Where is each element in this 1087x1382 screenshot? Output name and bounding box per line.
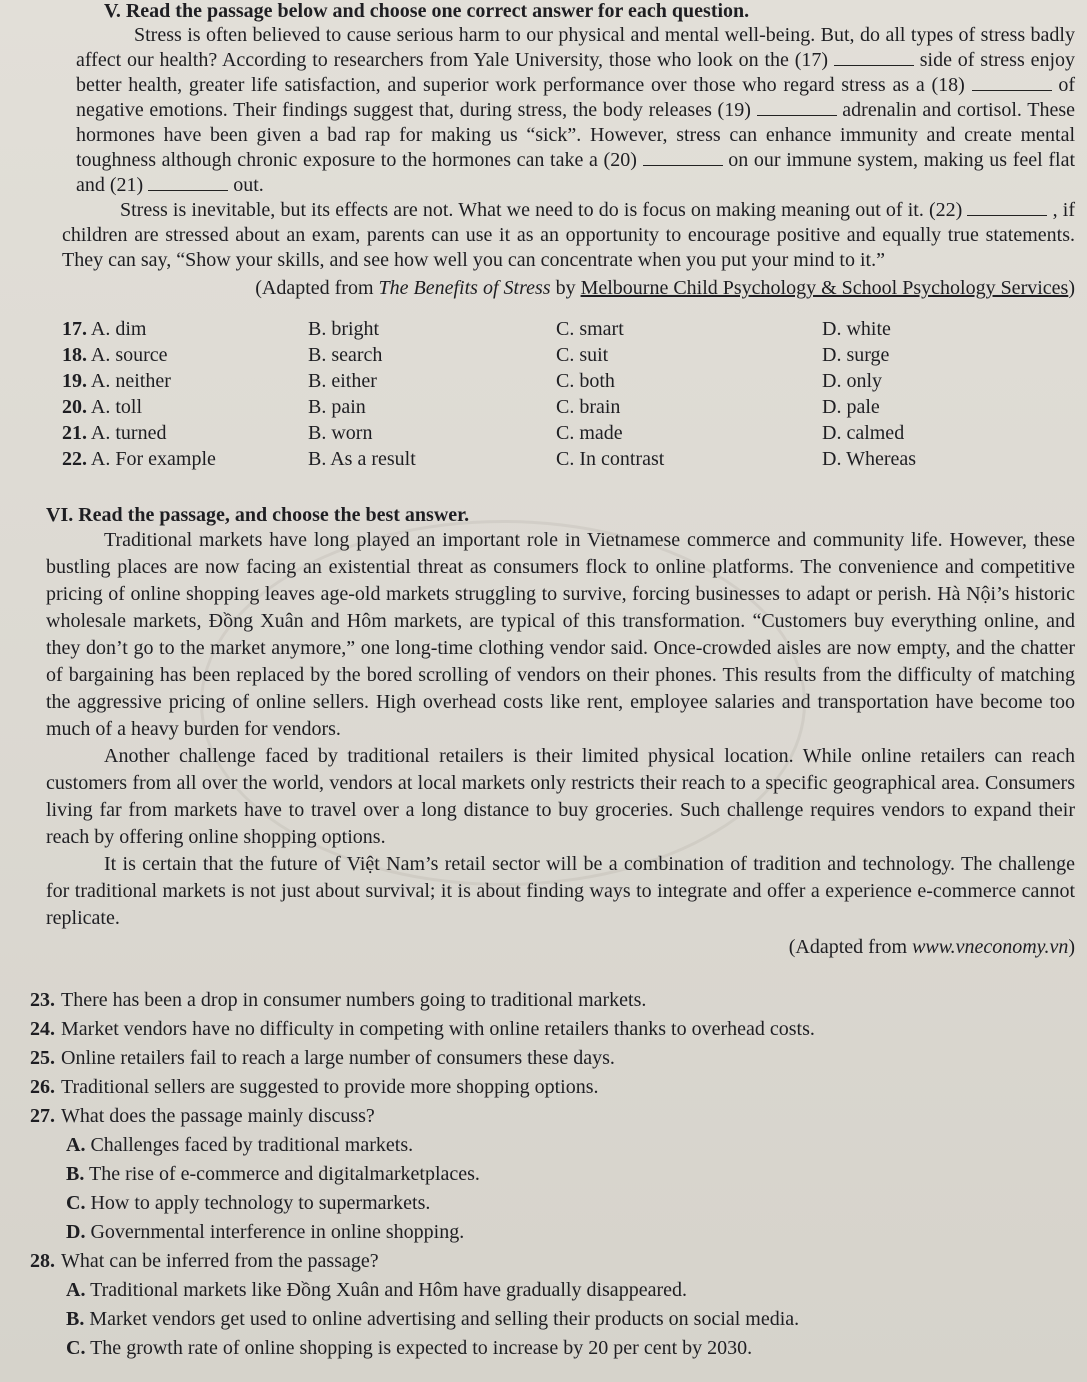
option-b[interactable]: B. bright (308, 318, 380, 340)
option-d[interactable]: D. white (822, 318, 891, 340)
question-number: 22. (62, 448, 87, 470)
q27-option-b[interactable]: B. The rise of e-commerce and digitalmarketplaces. (66, 1163, 480, 1185)
markets-passage-p1: Traditional markets have long played an important role in Vietnamese commerce and community life. However, these bustling places are now facing an existential threat as consumers flock to online platforms. The convenience and competitive pricing of online shopping leaves age-old markets struggling to survive, forcing businesses to adapt or perish. Hà Nội’s historic wholesale markets, Đồng Xuân and Hôm markets, are typical of this transformation. “Customers buy everything online, and they don’t go to the market anymore,” one long-time clothing vendor said. Once-crowded aisles are now empty, and the chatter of bargaining has been replaced by the bored scrolling of vendors on their phones. This results from the difficulty of matching the aggressive pricing of online sellers. High overhead costs like rent, employee salaries and transportation have become too much of a heavy burden for vendors. (46, 529, 1075, 740)
option-c[interactable]: C. suit (556, 344, 609, 366)
question-number: 20. (62, 396, 87, 418)
option-d[interactable]: D. calmed (822, 422, 905, 444)
option-a[interactable] (62, 396, 142, 419)
question-row-21 (62, 422, 1072, 448)
q27-option-d[interactable]: D. Governmental interference in online shopping. (66, 1221, 465, 1243)
q28-option-c[interactable]: C. The growth rate of online shopping is expected to increase by 20 per cent by 2030. (66, 1337, 753, 1359)
section-6-questions (30, 986, 1075, 1363)
q27-option-a[interactable]: A. Challenges faced by traditional markets. (66, 1134, 414, 1156)
option-a[interactable] (62, 318, 146, 341)
question-number: 19. (62, 370, 87, 392)
question-number: 21. (62, 422, 87, 444)
q27-option-c[interactable]: C. How to apply technology to supermarkets. (66, 1192, 431, 1214)
option-c[interactable]: C. made (556, 422, 623, 444)
option-a-text: A. neither (90, 370, 171, 392)
option-b[interactable]: B. either (308, 370, 377, 392)
blank-19[interactable] (757, 101, 837, 116)
option-a[interactable] (62, 422, 166, 445)
markets-passage-p3: It is certain that the future of Việt Nam’s retail sector will be a combination of tradition and technology. The challenge for traditional markets is not just about survival; it is about finding ways to integrate and offer a experience e-commerce cannot replicate. (46, 853, 1075, 929)
option-a[interactable] (62, 448, 216, 471)
option-a[interactable] (62, 370, 171, 393)
question-row-17 (62, 318, 1072, 344)
option-a[interactable] (62, 344, 168, 367)
stress-passage-p2: Stress is inevitable, but its effects are not. What we need to do is focus on making meaning out of it. (22) , if children are stressed about an exam, parents can use it as an opportunity to encourage positive and equally true statements. They can say, “Show your skills, and see how well you can concentrate when you put your mind to it.” (62, 199, 1075, 271)
option-b[interactable]: B. As a result (308, 448, 416, 470)
stress-passage-p1: Stress is often believed to cause serious harm to our physical and mental well-being. But, do all types of stress badly affect our health? According to researchers from Yale University, those who look on the (17) side of stress enjoy better health, greater life satisfaction, and superior work performance over those who regard stress as a (18) of negative emotions. Their findings suggest that, during stress, the body releases (19) adrenalin and cortisol. These hormones have been given a bad rap for making us “sick”. However, stress can enhance immunity and create mental toughness although chronic exposure to the hormones can take a (20) on our immune system, making us feel flat and (21) out. (76, 24, 1076, 196)
option-b[interactable]: B. pain (308, 396, 366, 418)
option-d[interactable]: D. pale (822, 396, 880, 418)
section-5-heading: V. Read the passage below and choose one correct answer for each question. (104, 0, 750, 22)
q28-option-b[interactable]: B. Market vendors get used to online advertising and selling their products on social media. (66, 1308, 800, 1330)
true-false-statements (30, 986, 1075, 1102)
q28-option-a[interactable]: A. Traditional markets like Đồng Xuân and Hôm have gradually disappeared. (66, 1279, 687, 1301)
statement-26: 26. Traditional sellers are suggested to provide more shopping options. (30, 1076, 599, 1098)
statement-23: 23. There has been a drop in consumer numbers going to traditional markets. (30, 989, 647, 1011)
section-6-heading: VI. Read the passage, and choose the best answer. (46, 504, 470, 526)
option-d[interactable]: D. Whereas (822, 448, 917, 470)
section-6 (46, 504, 1075, 959)
blank-18[interactable] (972, 76, 1052, 91)
statement-25: 25. Online retailers fail to reach a large number of consumers these days. (30, 1047, 615, 1069)
blank-21[interactable] (148, 176, 228, 191)
statement-24: 24. Market vendors have no difficulty in competing with online retailers thanks to overhead costs. (30, 1018, 815, 1040)
option-c[interactable]: C. both (556, 370, 615, 392)
option-b[interactable]: B. search (308, 344, 383, 366)
section-5 (62, 0, 1075, 300)
question-number: 18. (62, 344, 87, 366)
section-5-options (62, 318, 1072, 474)
option-a-text: A. For example (90, 448, 216, 470)
markets-passage-source: (Adapted from www.vneconomy.vn) (788, 936, 1075, 958)
option-a-text: A. source (90, 344, 168, 366)
blank-17[interactable] (834, 51, 914, 66)
question-row-19 (62, 370, 1072, 396)
option-b[interactable]: B. worn (308, 422, 373, 444)
blank-20[interactable] (643, 151, 723, 166)
question-row-18 (62, 344, 1072, 370)
blank-22[interactable] (967, 201, 1047, 216)
option-c[interactable]: C. brain (556, 396, 621, 418)
option-c[interactable]: C. smart (556, 318, 624, 340)
question-number: 17. (62, 318, 87, 340)
option-c[interactable]: C. In contrast (556, 448, 665, 470)
question-27: 27. What does the passage mainly discuss? (30, 1105, 375, 1127)
option-a-text: A. toll (90, 396, 143, 418)
question-28: 28. What can be inferred from the passage? (30, 1250, 379, 1272)
option-d[interactable]: D. only (822, 370, 882, 392)
question-row-20 (62, 396, 1072, 422)
option-a-text: A. dim (90, 318, 147, 340)
option-d[interactable]: D. surge (822, 344, 890, 366)
option-a-text: A. turned (90, 422, 167, 444)
stress-passage-source: (Adapted from The Benefits of Stress by Melbourne Child Psychology & School Psychology Services) (255, 277, 1075, 299)
markets-passage-p2: Another challenge faced by traditional retailers is their limited physical location. While online retailers can reach customers from all over the world, vendors at local markets only restricts their reach to a specific geographical area. Consumers living far from markets have to travel over a long distance to buy groceries. Such challenge requires vendors to expand their reach by offering online shopping options. (46, 745, 1075, 848)
question-row-22 (62, 448, 1072, 474)
